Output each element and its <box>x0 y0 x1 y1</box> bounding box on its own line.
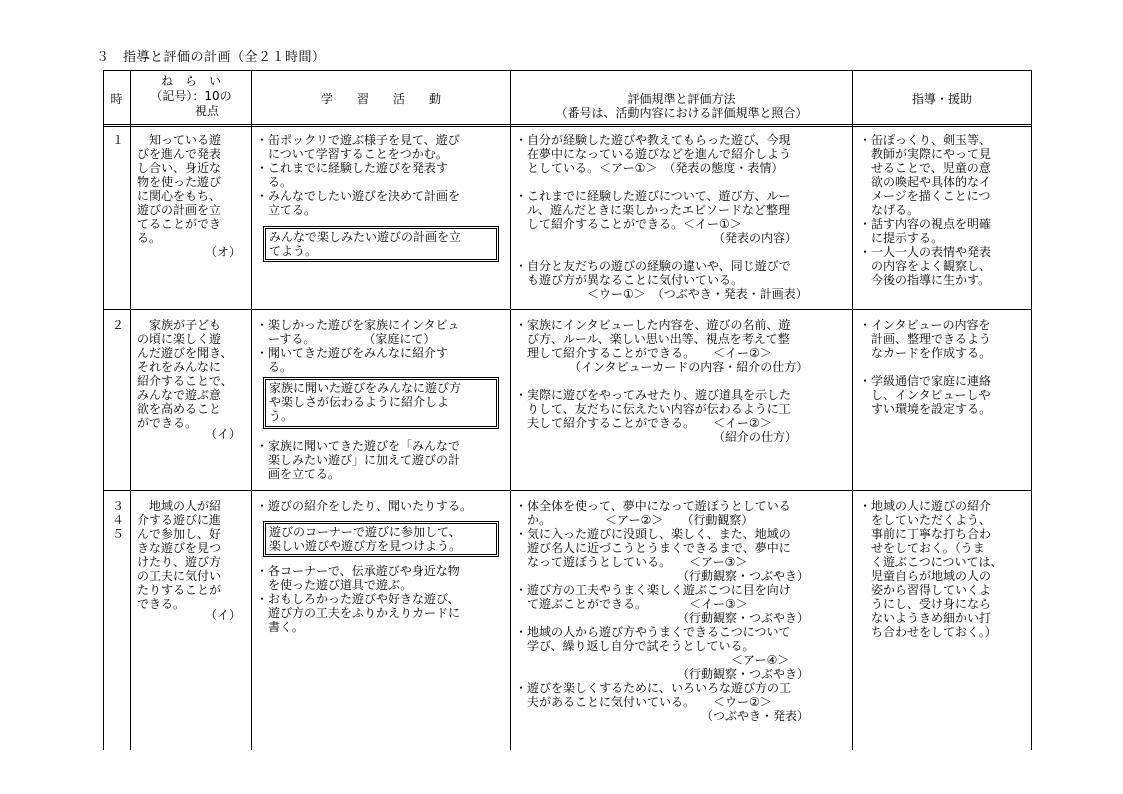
row2-time: ２ <box>112 318 125 332</box>
plan-table <box>103 70 1032 750</box>
row2-aim-code: （イ） <box>204 427 241 441</box>
row2-aim: 家族が子ども の頃に楽しく遊 んだ遊びを聞き、 それをみんなに 紹介することで、 みんなで遊ぶ意 欲を高めること ができる。 <box>137 318 233 430</box>
row1-aim-code: （オ） <box>204 245 241 259</box>
page-title: ３ 指導と評価の計画（全２１時間） <box>96 50 326 65</box>
row3-time: ３ ４ ５ <box>112 499 125 541</box>
row1-activity-box: みんなで楽しみたい遊びの計画を立 てよう。 <box>263 226 499 262</box>
col-line-0 <box>103 70 104 750</box>
row1-aim: 知っている遊 びを進んで発表 し合い、身近な 物を使った遊び に関心をもち、 遊びの計画を立 てることができ る。 <box>137 133 222 245</box>
header-aim-line2: （記号）：10の <box>150 89 232 103</box>
row2-activity-box: 家族に聞いた遊びをみんなに遊び方 や楽しさが伝わるように紹介しよ う。 <box>263 377 499 429</box>
header-divider <box>103 124 1032 127</box>
row3-activity-more: ・各コーナーで、伝承遊びや身近な物 を使った遊び道具で遊ぶ。 ・おもしろかった遊びや好きな遊び、 遊び方の工夫をふりかえりカードに 書く。 <box>256 564 461 634</box>
row2-activity-more: ・家族に聞いてきた遊びを「みんなで 楽しみたい遊び」に加えて遊びの計 画を立てる。 <box>256 439 461 481</box>
header-eval-line2: （番号は、活動内容における評価規準と照合） <box>555 106 808 120</box>
col-line-2 <box>251 70 252 750</box>
row2-activity: ・楽しかった遊びを家族にインタビュ ーする。 （家庭にて） ・聞いてきた遊びをみんなに紹介す る。 <box>256 318 460 374</box>
header-eval-line1: 評価規準と評価方法 <box>627 92 736 106</box>
row3-guide: ・地域の人に遊びの紹介 をしていただくよう、 事前に丁寧な打ち合わ せをしておく。（うま く遊ぶこつについては、 児童自らが地域の人の 姿から習得していくよ うにし、受け身になら ないようきめ細かい打 ち合わせをしておく。） <box>859 499 1003 639</box>
header-time: 時 <box>110 92 123 106</box>
row3-aim: 地域の人が紹 介する遊びに進 んで参加し、好 きな遊びを見つ けたり、遊び方 の工夫に気付い たりすることが できる。 <box>137 499 222 611</box>
col-line-1 <box>130 70 131 750</box>
row-divider-1 <box>103 309 1032 310</box>
row3-activity-box: 遊びのコーナーで遊びに参加して、 楽しい遊びや遊び方を見つけよう。 <box>263 521 499 557</box>
col-line-5 <box>1031 70 1032 750</box>
header-activity: 学 習 活 動 <box>320 92 441 106</box>
table-border-top <box>103 70 1032 71</box>
row3-activity: ・遊びの紹介をしたり、聞いたりする。 <box>256 499 473 513</box>
row3-evaluation: ・体全体を使って、夢中になって遊ぼうとしている か。 ＜アー②＞ （行動観察） ・気に入った遊びに没頭し、楽しく、また、地域の 遊び名人に近づこうとうまくできるまで、夢中に なって遊ぼうとしている。 ＜アー③＞ （行動観察・つぶやき） ・遊び方の工夫やうまく楽しく遊ぶこつに目を向け て遊ぶことができる。 ＜イー③＞ （行動観察・つぶやき） ・地域の人から遊び方やうまくできるこつについて 学び、繰り返し自分で試そうとしている。 ＜アー④＞ （行動観察・つぶやき） ・遊びを楽しくするために、いろいろな遊び方の工 夫があることに気付いている。 ＜ウー②＞ （つぶやき・発表） <box>515 499 810 723</box>
row2-guide: ・インタビューの内容を 計画、整理できるよう なカードを作成する。 ・学級通信で家庭に連絡 し、インタビューしや すい環境を設定する。 <box>859 318 992 416</box>
row-divider-2 <box>103 490 1032 491</box>
row1-time: １ <box>112 133 125 147</box>
header-guide: 指導・援助 <box>911 92 972 106</box>
row1-guide: ・缶ぽっくり、剣玉等、 教師が実際にやって見 せることで、児童の意 欲の喚起や具体的なイ メージを描くことにつ なげる。 ・話す内容の視点を明確 に提示する。 ・一人一人の表情や発表 の内容をよく観察し、 今後の指導に生かす。 <box>859 133 992 287</box>
header-aim-line1: ね ら い <box>160 74 221 88</box>
row1-activity: ・缶ポックリで遊ぶ様子を見て、遊び について学習することをつかむ。 ・これまでに経験した遊びを発表す る。 ・みんなでしたい遊びを決めて計画を 立てる。 <box>256 133 461 217</box>
col-line-4 <box>852 70 853 750</box>
col-line-3 <box>510 70 511 750</box>
row2-evaluation: ・家族にインタビューした内容を、遊びの名前、遊 び方、ルール、楽しい思い出等、視点を考えて整 理して紹介することができる。 ＜イー②＞ （インタビューカードの内容・紹介の仕方） ・実際に遊びをやってみせたり、遊び道具を示した りして、友だちに伝えたい内容が伝わるように工 夫して紹介することができる。 ＜イー②＞ （紹介の仕方） <box>515 318 809 444</box>
header-aim-line3: 視点 <box>195 104 220 118</box>
row3-aim-code: （イ） <box>204 608 241 622</box>
row1-evaluation: ・自分が経験した遊びや教えてもらった遊び、今現 在夢中になっている遊びなどを進んで紹介しよう としている。＜アー①＞ （発表の態度・表情） ・これまでに経験した遊びについて、遊び方、ルー ル、遊んだときに楽しかったエピソードなど整理 して紹介することができる。＜イー①＞ （発表の内容） ・自分と友だちの遊びの経験の違いや、同じ遊びで も遊び方が異なることに気付いている。 ＜ウー①＞ （つぶやき・発表・計画表） <box>515 133 808 301</box>
